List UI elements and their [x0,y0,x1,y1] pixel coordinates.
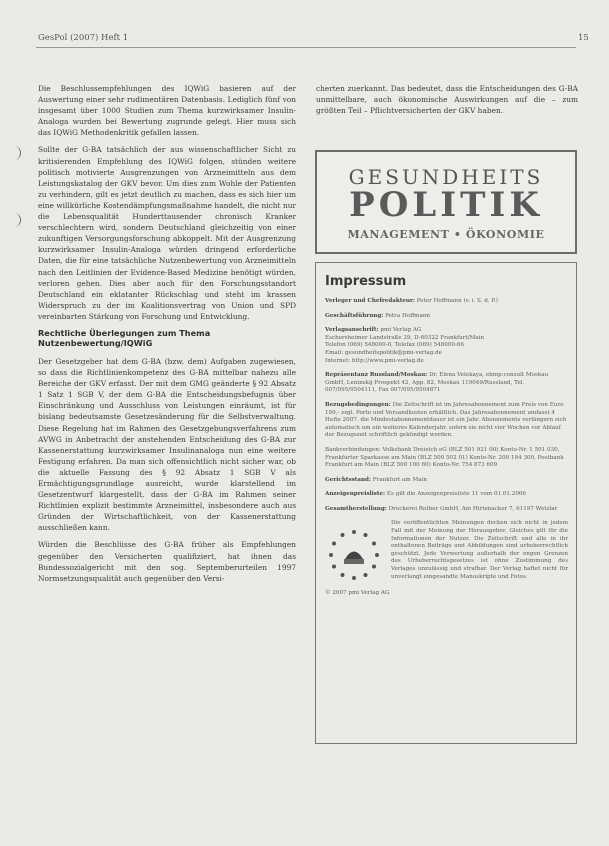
journal-logo [315,150,577,254]
impressum-label: Bezugsbedingungen: [325,401,391,408]
impressum-text: Dr. Elena Velekaya, ebmp:consult Moskau GmbH, Leninskij Prospekt 42, App. 82, Moskau 119049/Russland, Tel. 007/095/9504111, Fax 007/095/9504871 [325,372,549,394]
impressum-label: Repräsentanz Russland/Moskau: [325,372,428,379]
body-paragraph: cherten zuerkannt. Das bedeutet, dass die Entscheidungen des G-BA unmittelbare, auch ökonomische Auswirkungen auf die – zum größten Teil – Pflichtversicherten der GKV haben. [316,84,578,116]
body-paragraph: Sollte der G-BA tatsächlich der aus wissenschaftlicher Sicht zu kritisierenden Empfehlung des IQWiG folgen, stünden weitere politisch motivierte Ausgrenzungen von Arzneimitteln aus dem Leistungskatalog der GKV bevor. Um dies zum Wohle der Patienten zu verhindern, gilt es jetzt deutlich zu machen, dass es sich hier um eine willkürliche Kostendämpfungsmaßnahme handelt, die nicht nur die Lebensqualität Hunderttausender chronisch Kranker verschlechtern wird, sondern Deutschland gleichzeitig von einer zukunftigen Versorgungsforschung abkoppelt. Mit der Ausgrenzung kurzwirksamer Insulin-Analoga würden dringend erforderliche Daten, die für eine tatsächliche Nutzenbewertung von Arzneimitteln nach den Leitlinien der Evidence-Based Medizine benötigt würden, verloren gehen. Dies aber auch für den Forschungsstandort Deutschland ein eklatanter Rückschlag und steht im krassen Widerspruch zu der im Koalitionsvertrag von Union und SPD vereinbarten Stärkung von Forschung und Entwicklung. [38,145,296,321]
logo-line: GESUNDHEITS [348,165,544,189]
impressum-title: Impressum [325,274,407,289]
page-number: 15 [578,33,589,43]
impressum-label: Verlagsanschrift: [325,327,379,334]
impressum-text: Internet: http://www.pmi-verlag.de [325,357,424,364]
impressum-text: Frankfurt am Main [372,476,427,483]
disclaimer-text: Die veröffentlichten Meinungen decken sich nicht in jedem Fall mit der Meinung der Herausgeber. Gleiches gilt für die Informationen der Nutzer. Die Zeitschrift und alle in ihr enthaltenen Beiträge und Abbildungen sind urheberrechtlich geschützt. Jede Verwertung außerhalb der engen Grenzen des Urheberrechtsgesetzes ist ohne Zustimmung des Verlages unzulässig und strafbar. Der Verlag haftet nicht für unverlangt eingesandte Manuskripte und Fotos. [391,520,568,580]
impressum-entry [325,477,568,485]
section-heading [38,328,296,349]
impressum-label: Verleger und Chefredakteur: [325,298,415,304]
impressum-text: Telefon (069) 548000-0, Telefax (069) 548000-66 [325,342,464,349]
left-column [38,83,296,590]
body-paragraph: Die Beschlussempfehlungen des IQWiG basieren auf der Auswertung einer sehr rudimentären Datenbasis. Lediglich fünf von insgesamt über 1000 Studien zum Thema kurzwirksamer Insulin-Analoga wurden bei Bewertung zugrunde gelegt. Hier muss sich das IQWiG Methodenkritik gefallen lassen. [38,84,296,138]
impressum-text: Die Zeitschrift ist im Jahresabonnement zum Preis von Euro 199,- zzgl. Porto und Versandkosten erhältlich. Das Jahresabonnement umfasst 4 Hefte 2007. die Mindestabonnementdauer ist ein Jahr. Abonnements verlängern sich automatisch um ein weiteres Kalenderjahr, sofern sie nicht vier Wochen vor Ablauf der Bezugszeit schriftlich gekündigt werden. [325,401,567,439]
impressum-label: Anzeigenpreisliste: [325,491,386,498]
impressum-entry [325,402,568,440]
margin-bracket-mark [14,213,21,227]
impressum-text: Peter Hoffmann (v. i. S. d. P.) [416,298,498,304]
impressum-entry [325,506,568,514]
impressum-entry [325,447,568,470]
impressum-text: Druckerei Rother GmbH, Am Hirtenacker 7, 61197 Wetzlar [388,505,558,512]
impressum-text: Bankverbindungen: Volksbank Dreieich eG (BLZ 501 921 00) Konto-Nr. 1 501 030, Frankfurter Sparkasse am Main (BLZ 500 502 01) Konto-Nr. 200 194 300, Postbank Frankfurt am Main (BLZ 500 100 60) Konto-Nr. 754 873 609 [325,446,564,469]
copyright-line: © 2007 pmi Verlag AG [325,590,390,597]
impressum-seal-row [325,520,568,584]
impressum-entry [325,298,568,306]
impressum-entry [325,372,568,395]
seal-icon [325,526,383,584]
logo-line: POLITIK [349,185,543,225]
impressum-text: pmi Verlag AG [380,327,422,334]
impressum-box [315,262,577,744]
impressum-label: Geschäftsführung: [325,312,384,319]
impressum-label: Gesamtherstellung: [325,505,387,512]
impressum-text: Es gilt die Anzeigenpreisliste 11 vom 01.01.2006 [386,491,526,498]
section-heading-line: Nutzenbewertung/IQWiG [38,338,153,349]
right-column [316,83,578,122]
impressum-entry [325,327,568,365]
logo-line: MANAGEMENT • ÖKONOMIE [347,228,545,241]
section-heading-line: Rechtliche Überlegungen zum Thema [38,327,211,338]
body-paragraph: Der Gesetzgeber hat dem G-BA (bzw. dem) Aufgaben zugewiesen, so dass die Richtlinienkompetenz des G-BA mittelbar nahezu alle Bereiche der GKV erfasst. Der mit dem GMG geänderte § 92 Absatz 1 Satz 1 SGB V, der dem G-BA die Entscheidungsbefugnis über Einschränkung und Ausschluss von Leistungen einräumt, ist für bislang bedeutsamste Gesetzesänderung für die Selbstverwaltung. Diese Regelung hat im Rahmen des Gesetzgebungsverfahrens zum AVWG in Anbetracht der anstehenden Entscheidung des G-BA zur Kassenerstattung kurzwirksamer Insulinanaloga nun eine weitere Festigung erfahren. Da man sich offensichtlich nicht sicher war, ob die aktuelle Fassung des § 92 Absatz 1 SGB V als Ermächtigungsgrundlage ausreicht, wurde klarstellend im Gesetzentwurf klargestellt, dass der G-BA im Rahmen seiner Richtlinien explizit bestimmte Arzneimittel, insbesondere auch aus Gründen der Wirtschaftlichkeit, von der Kassenerstattung ausschließen kann. [38,356,296,533]
header-rule [36,47,576,48]
running-head: GesPol (2007) Heft 1 [38,33,129,43]
impressum-blocks [325,298,568,513]
body-paragraph: Würden die Beschlüsse des G-BA früher als Empfehlungen gegenüber den Versicherten qualifiziert, hat ihnen das Bundessozialgericht mit den sog. Septemberurteilen 1997 Normsetzungsqualität auch gegenüber den Versi- [38,540,296,583]
impressum-label: Gerichtsstand: [325,476,372,483]
margin-bracket-mark [14,146,21,160]
impressum-text: Petra Hoffmann [385,312,431,319]
impressum-text: Email: gesundheitspolitik@pmi-verlag.de [325,349,442,356]
impressum-entry [325,313,568,321]
impressum-entry [325,491,568,499]
impressum-text: Eschersheimer Landstraße 29, D-60322 Frankfurt/Main [325,334,485,341]
